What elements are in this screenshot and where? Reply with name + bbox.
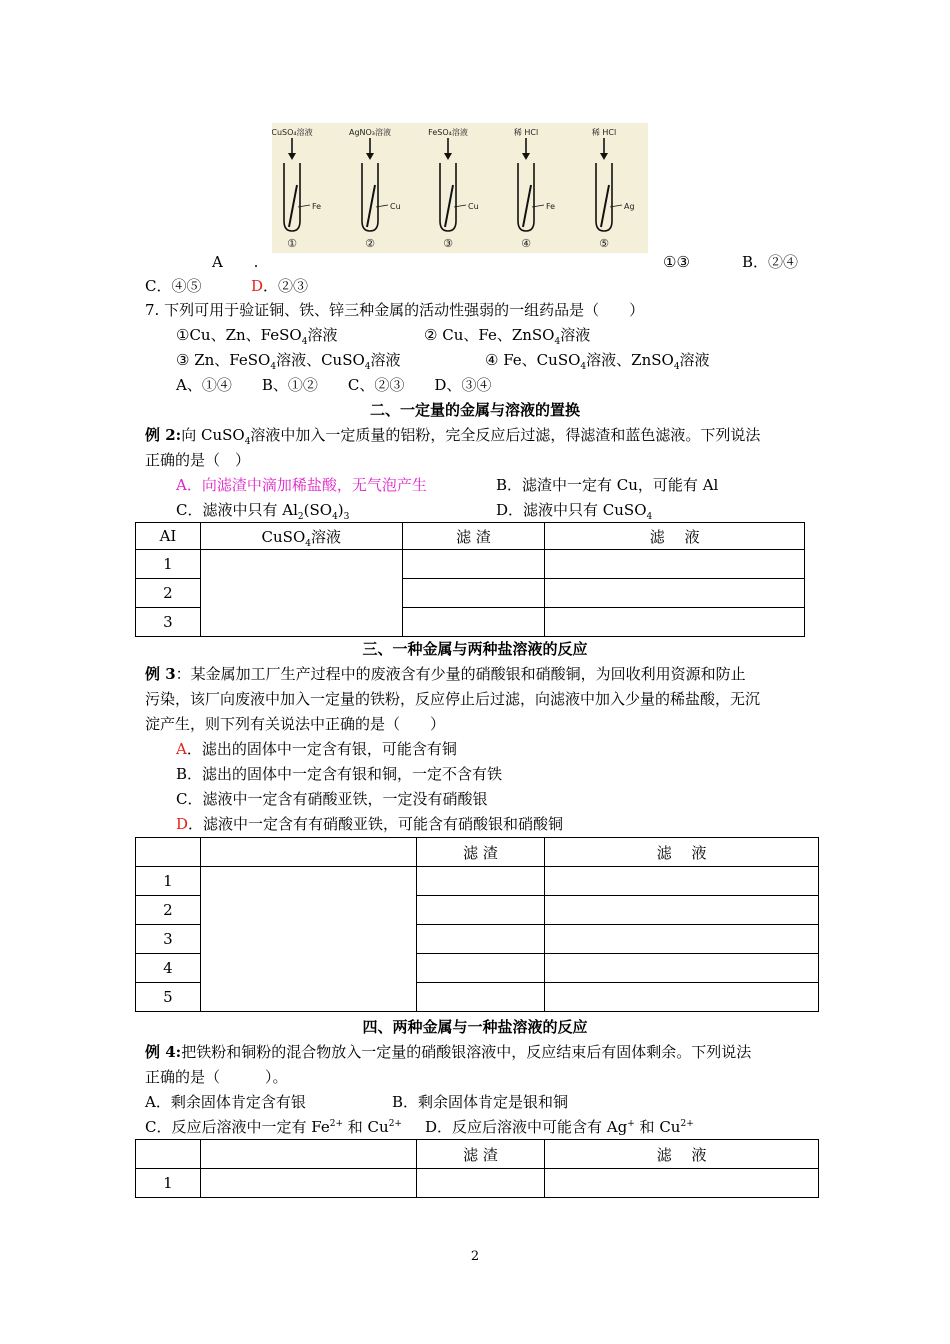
row-number: 3 xyxy=(136,925,201,954)
example-4-line-1: 例 4:把铁粉和铜粉的混合物放入一定量的硝酸银溶液中，反应结束后有固体剩余。下列说法 xyxy=(145,1043,752,1061)
tube-number: ⑤ xyxy=(599,237,609,250)
q6-option-a-value: ①③ xyxy=(663,253,690,271)
q7-stem: 7. 下列可用于验证铜、铁、锌三种金属的活动性强弱的一组药品是（ ） xyxy=(145,301,645,319)
residue-cell xyxy=(402,579,545,608)
example-2-line-1: 例 2:向 CuSO$_4$溶液中加入一定质量的铝粉，完全反应后过滤，得滤渣和蓝色滤液。下列说法 xyxy=(145,426,761,447)
residue-cell xyxy=(416,1169,545,1198)
example-4-option-b: B．剩余固体肯定是银和铜 xyxy=(392,1093,569,1111)
test-tube-icon xyxy=(440,163,456,231)
table-header-row xyxy=(136,838,819,867)
metal-strip xyxy=(523,185,531,227)
residue-cell xyxy=(402,550,545,579)
metal-strip xyxy=(601,185,609,227)
row-number: 2 xyxy=(136,579,201,608)
arrow-head-icon xyxy=(600,153,608,160)
q7-item-1: ①Cu、Zn、FeSO$_4$溶液 xyxy=(176,326,338,347)
metal-label: Ag xyxy=(624,202,635,211)
table-row xyxy=(136,1169,819,1198)
row-number: 1 xyxy=(136,867,201,896)
row-number: 2 xyxy=(136,896,201,925)
test-tube-icon xyxy=(284,163,300,231)
header-blank xyxy=(200,838,416,867)
section-3-heading: 三、一种金属与两种盐溶液的反应 xyxy=(362,640,588,658)
table-header-row xyxy=(136,1140,819,1169)
tube-number: ③ xyxy=(443,237,453,250)
merged-cell xyxy=(200,550,402,637)
example-3-line-2: 污染，该厂向废液中加入一定量的铁粉，反应停止后过滤，向滤液中加入少量的稀盐酸，无沉 xyxy=(145,690,761,708)
filtrate-cell xyxy=(545,867,819,896)
page-number: 2 xyxy=(470,1249,480,1264)
example-4-option-d: D．反应后溶液中可能含有 Ag+ 和 $Cu^{2+}$ xyxy=(425,1118,694,1136)
merged-cell xyxy=(200,867,416,1012)
row-number: 4 xyxy=(136,954,201,983)
header-filtrate: 滤 液 xyxy=(545,838,819,867)
reagent-label: AgNO₃溶液 xyxy=(348,128,392,137)
arrow-head-icon xyxy=(444,153,452,160)
example-3-table xyxy=(135,837,819,1012)
q7-item-4: ④ Fe、CuSO$_4$溶液、ZnSO$_4$溶液 xyxy=(485,351,710,372)
filtrate-cell xyxy=(545,983,819,1012)
example-2-option-b: B．滤渣中一定有 Cu，可能有 Al xyxy=(496,476,719,494)
tube-number: ④ xyxy=(521,237,531,250)
header-blank xyxy=(136,1140,201,1169)
q6-option-b: B．②④ xyxy=(742,253,799,271)
example-3-option-b: B．滤出的固体中一定含有银和铜，一定不含有铁 xyxy=(176,765,503,783)
q6-option-d: D．②③ xyxy=(251,277,309,295)
table-header-row xyxy=(136,523,805,550)
arrow-head-icon xyxy=(288,153,296,160)
header-residue: 滤 渣 xyxy=(402,523,545,550)
residue-cell xyxy=(416,954,545,983)
section-2-heading: 二、一定量的金属与溶液的置换 xyxy=(369,401,580,419)
reagent-label: CuSO₄溶液 xyxy=(272,128,313,137)
test-tube-figure xyxy=(272,123,648,253)
header-residue: 滤 渣 xyxy=(416,838,545,867)
test-tube-icon xyxy=(596,163,612,231)
example-4-option-c: C．反应后溶液中一定有 $Fe^{2+}$ 和 $Cu^{2+}$ xyxy=(145,1118,402,1136)
q7-options: A、①④ B、①② C、②③ D、③④ xyxy=(176,376,492,394)
example-3-option-c: C．滤液中一定含有硝酸亚铁，一定没有硝酸银 xyxy=(176,790,488,808)
example-2-option-d: D．滤液中只有 CuSO$_4$ xyxy=(496,501,653,522)
residue-cell xyxy=(416,867,545,896)
example-4-option-a: A．剩余固体肯定含有银 xyxy=(145,1093,306,1111)
tube-number: ① xyxy=(287,237,297,250)
example-2-option-a: A．向滤渣中滴加稀盐酸，无气泡产生 xyxy=(176,476,427,494)
metal-strip xyxy=(367,185,375,227)
metal-strip xyxy=(289,185,297,227)
test-tubes-illustration xyxy=(272,123,648,253)
residue-cell xyxy=(402,608,545,637)
example-3-option-d: D．滤液中一定含有有硝酸亚铁，可能含有硝酸银和硝酸铜 xyxy=(176,815,564,833)
filtrate-cell xyxy=(545,1169,819,1198)
q7-item-3: ③ Zn、FeSO$_4$溶液、CuSO$_4$溶液 xyxy=(176,351,401,372)
arrow-head-icon xyxy=(366,153,374,160)
header-al: AI xyxy=(136,523,201,550)
row-number: 5 xyxy=(136,983,201,1012)
example-4-line-2: 正确的是（ ）。 xyxy=(145,1068,288,1086)
example-2-option-c: C．滤液中只有 $Al_2(SO_4)_3$ xyxy=(176,501,350,522)
residue-cell xyxy=(416,925,545,954)
example-4-table xyxy=(135,1139,819,1198)
example-2-table xyxy=(135,522,805,637)
metal-strip xyxy=(445,185,453,227)
q6-option-c: C．④⑤ xyxy=(145,277,202,295)
row-number: 1 xyxy=(136,1169,201,1198)
arrow-head-icon xyxy=(522,153,530,160)
row-number: 3 xyxy=(136,608,201,637)
test-tube-icon xyxy=(518,163,534,231)
filtrate-cell xyxy=(545,550,805,579)
table-row xyxy=(136,550,805,579)
example-3-line-1: 例 3：某金属加工厂生产过程中的废液含有少量的硝酸银和硝酸铜，为回收利用资源和防止 xyxy=(145,665,746,683)
q7-item-2: ② Cu、Fe、ZnSO$_4$溶液 xyxy=(424,326,591,347)
residue-cell xyxy=(416,896,545,925)
metal-label: Cu xyxy=(390,202,401,211)
filtrate-cell xyxy=(545,896,819,925)
filtrate-cell xyxy=(545,608,805,637)
header-cuso4: CuSO$_4$溶液 xyxy=(200,523,402,550)
section-4-heading: 四、两种金属与一种盐溶液的反应 xyxy=(362,1018,588,1036)
q6-option-a: A . xyxy=(212,253,259,271)
header-blank xyxy=(200,1140,416,1169)
header-filtrate: 滤 液 xyxy=(545,1140,819,1169)
header-residue: 滤 渣 xyxy=(416,1140,545,1169)
tube-number: ② xyxy=(365,237,375,250)
filtrate-cell xyxy=(545,925,819,954)
row-number: 1 xyxy=(136,550,201,579)
reagent-label: 稀 HCl xyxy=(513,128,539,137)
blank-cell xyxy=(200,1169,416,1198)
filtrate-cell xyxy=(545,954,819,983)
filtrate-cell xyxy=(545,579,805,608)
metal-label: Fe xyxy=(546,202,556,211)
test-tube-icon xyxy=(362,163,378,231)
metal-label: Cu xyxy=(468,202,479,211)
residue-cell xyxy=(416,983,545,1012)
reagent-label: FeSO₄溶液 xyxy=(428,128,468,137)
example-2-line-2: 正确的是（ ） xyxy=(145,451,251,469)
reagent-label: 稀 HCl xyxy=(591,128,617,137)
header-blank xyxy=(136,838,201,867)
example-3-line-3: 淀产生，则下列有关说法中正确的是（ ） xyxy=(145,715,446,733)
metal-label: Fe xyxy=(312,202,322,211)
example-3-option-a: A．滤出的固体中一定含有银，可能含有铜 xyxy=(176,740,457,758)
header-filtrate: 滤 液 xyxy=(545,523,805,550)
table-row xyxy=(136,867,819,896)
